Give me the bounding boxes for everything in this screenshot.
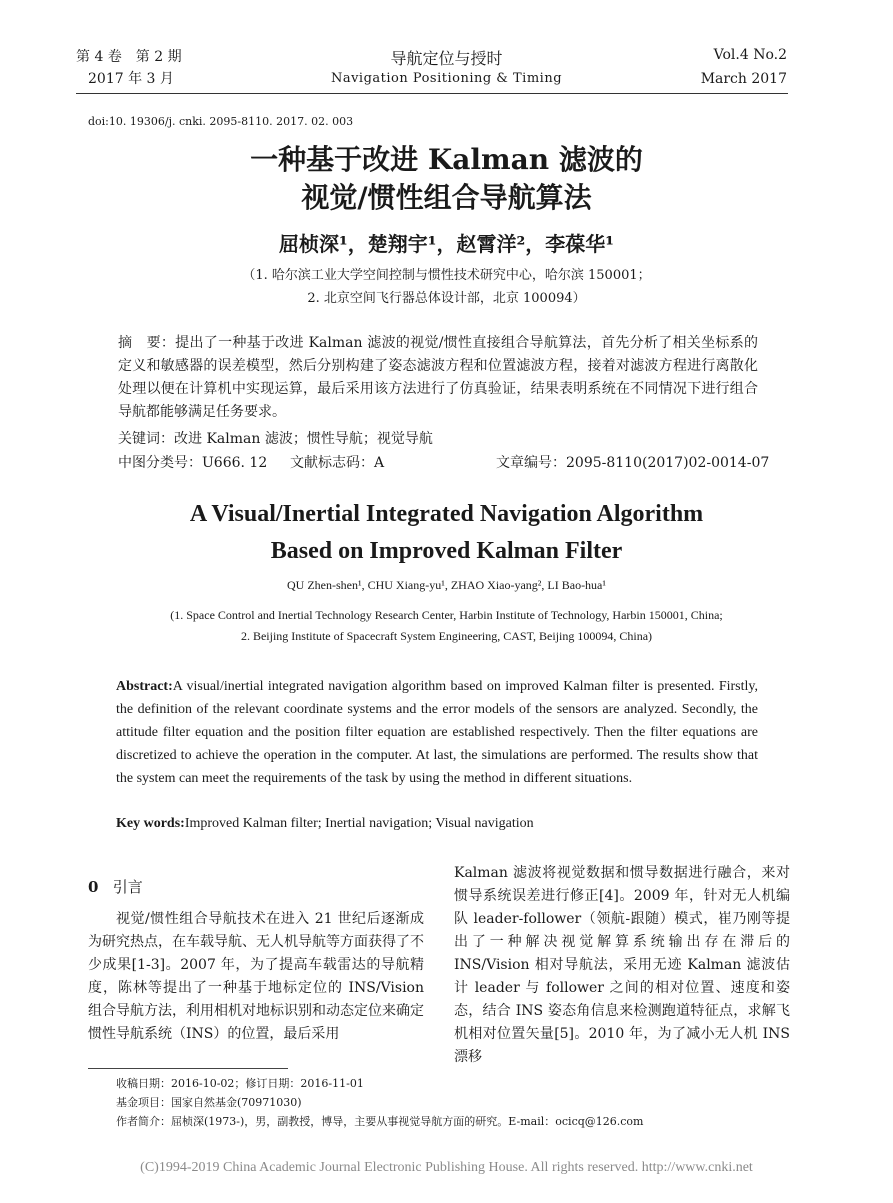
header-date-cn: 2017 年 3 月 xyxy=(88,71,174,87)
document-code: 文献标志码：A xyxy=(290,455,385,471)
doi: doi:10. 19306/j. cnki. 2095-8110. 2017. 02. 003 xyxy=(88,115,354,128)
footnote-received: 收稿日期：2016-10-02；修订日期：2016-11-01 xyxy=(116,1077,364,1090)
authors-en: QU Zhen-shen¹, CHU Xiang-yu¹, ZHAO Xiao-yang², LI Bao-hua¹ xyxy=(287,578,606,592)
header-volume-issue-cn: 第 4 卷 第 2 期 xyxy=(76,49,182,65)
affiliation-en-line1: (1. Space Control and Inertial Technology Research Center, Harbin Institute of Technology, Harbin 150001, China; xyxy=(170,608,723,622)
header-journal-title-cn: 导航定位与授时 xyxy=(390,49,503,68)
header-volume-issue-en: Vol.4 No.2 xyxy=(713,47,787,63)
title-en-line1: A Visual/Inertial Integrated Navigation Algorithm xyxy=(189,501,704,527)
body-text-right: Kalman 滤波将视觉数据和惯导数据进行融合，来对惯导系统误差进行修正[4]。2009 年，针对无人机编队 leader-follower（领航-跟随）模式，崔乃刚等提出了一种解决视觉解算系统输出存在滞后的 INS/Vision 相对导航法，采用无迹 Kalman 滤波估计 leader 与 follower 之间的相对位置、速度和姿态，结合 INS 姿态角信息来检测跑道特征点，求解飞机相对位置矢量[5]。2010 年，为了减小无人机 INS 漂移 xyxy=(454,865,790,1065)
authors-cn: 屈桢深¹，楚翔宇¹，赵霄洋²，李葆华¹ xyxy=(278,232,615,256)
abstract-en-text: A visual/inertial integrated navigation algorithm based on improved Kalman filter is presented. Firstly, the definition of the relevant coordinate systems and the error models of the sensors are analyzed. Secondly, the attitude filter equation and the position filter equation are established respectively. Then the filter equations are discretized to achieve the operation in the computer. At last, the simulations are performed. The results show that the system can meet the requirements of the task by using the method in different situations. xyxy=(116,679,758,786)
copyright-notice: (C)1994-2019 China Academic Journal Electronic Publishing House. All rights reserved. http://www.cnki.net xyxy=(140,1160,753,1175)
section-number: 0 xyxy=(88,878,99,896)
title-en-line2: Based on Improved Kalman Filter xyxy=(270,538,623,564)
body-text-left: 视觉/惯性组合导航技术在进入 21 世纪后逐渐成为研究热点，在车载导航、无人机导航等方面获得了不少成果[1-3]。2007 年，为了提高车载雷达的导航精度，陈林等提出了一种基于地标定位的 INS/Vision 组合导航方法，利用相机对地标识别和动态定位来确定惯性导航系统（INS）的位置，最后采用 xyxy=(88,911,424,1042)
title-cn-line1: 一种基于改进 Kalman 滤波的 xyxy=(250,143,643,176)
header-divider xyxy=(76,93,788,94)
section-heading xyxy=(88,876,143,897)
affiliation-en-line2: 2. Beijing Institute of Spacecraft System Engineering, CAST, Beijing 100094, China) xyxy=(240,629,653,643)
header-date-en: March 2017 xyxy=(700,71,787,87)
section-title: 引言 xyxy=(112,878,143,896)
keywords-en xyxy=(116,816,534,832)
footnote-author-bio: 作者简介：屈桢深(1973-)，男，副教授，博导，主要从事视觉导航方面的研究。E-mail：ocicq@126.com xyxy=(116,1115,644,1128)
clc-number: 中图分类号：U666. 12 xyxy=(118,455,268,471)
abstract-en-label: Abstract: xyxy=(116,679,173,694)
keywords-en-text: Improved Kalman filter; Inertial navigation; Visual navigation xyxy=(184,816,534,831)
affiliation-cn-line1: （1. 哈尔滨工业大学空间控制与惯性技术研究中心，哈尔滨 150001； xyxy=(242,268,651,283)
article-number: 文章编号：2095-8110(2017)02-0014-07 xyxy=(496,455,770,471)
footnote-fund: 基金项目：国家自然基金(70971030) xyxy=(116,1096,302,1109)
footnote-divider xyxy=(88,1068,288,1069)
affiliation-cn-line2: 2. 北京空间飞行器总体设计部，北京 100094） xyxy=(307,291,586,306)
header-journal-title-en: Navigation Positioning & Timing xyxy=(330,71,563,86)
title-cn-line2: 视觉/惯性组合导航算法 xyxy=(301,181,592,214)
keywords-en-label: Key words: xyxy=(116,816,185,831)
abstract-cn: 摘 要：提出了一种基于改进 Kalman 滤波的视觉/惯性直接组合导航算法，首先分析了相关坐标系的定义和敏感器的误差模型，然后分别构建了姿态滤波方程和位置滤波方程，接着对滤波方程进行离散化处理以便在计算机中实现运算，最后采用该方法进行了仿真验证，结果表明系统在不同情况下进行组合导航都能够满足任务要求。 xyxy=(118,335,758,420)
keywords-cn: 关键词：改进 Kalman 滤波；惯性导航；视觉导航 xyxy=(118,431,433,447)
abstract-en xyxy=(116,675,758,790)
